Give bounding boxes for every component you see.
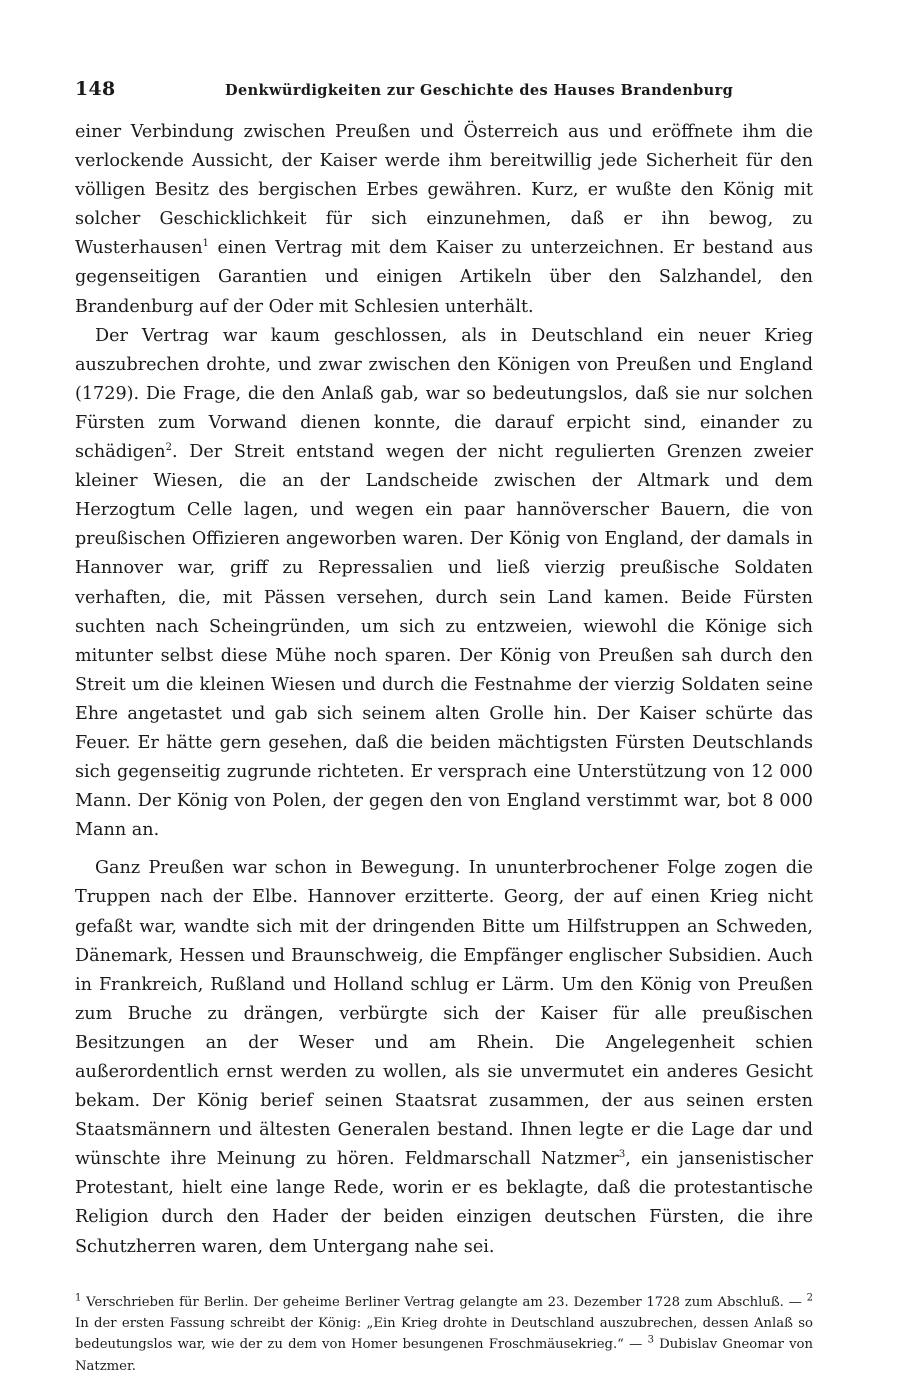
footnote-number: 3 xyxy=(647,1335,654,1347)
running-head xyxy=(75,78,813,118)
paragraph-text: einer Verbindung zwischen Preußen und Österreich aus und eröffnete ihm die verlockende Aussicht, der Kaiser werde ihm bereitwillig jede Sicherheit für den völligen Besitz des bergischen Erbes gewähren. Kurz, er wußte den König mit solcher Geschicklichkeit für sich einzunehmen, daß er ihn bewog, zu Wusterhausen xyxy=(75,122,813,259)
body-text xyxy=(75,118,813,1262)
footnote-text: Verschrieben für Berlin. Der geheime Berliner Vertrag gelangte am 23. Dezember 1728 zum Abschluß. — xyxy=(81,1294,807,1310)
footnote-marker: 2 xyxy=(165,442,172,454)
paragraph-text: , ein jansenistischer Protestant, hielt eine lange Rede, worin er es beklagte, daß die protestantische Religion durch den Hader der beiden einzigen deutschen Fürsten, die ihre Schutzherren waren, dem Untergang nahe sei. xyxy=(75,1149,813,1257)
paragraph-2 xyxy=(75,322,813,846)
paragraph-text: einen Vertrag mit dem Kaiser zu unterzeichnen. Er bestand aus gegenseitigen Garantien und einigen Artikeln über den Salzhandel, den Brandenburg auf der Oder mit Schlesien unterhält. xyxy=(75,238,813,317)
book-page xyxy=(75,78,813,1377)
footnote-number: 1 xyxy=(75,1292,82,1304)
footnote-marker: 3 xyxy=(618,1149,626,1161)
paragraph-text: Ganz Preußen war schon in Bewegung. In ununterbrochener Folge zogen die Truppen nach der Elbe. Hannover erzitterte. Georg, der auf einen Krieg nicht gefaßt war, wandte sich mit der dringenden Bitte um Hilfstruppen an Schweden, Dänemark, Hessen und Braunschweig, die Empfänger englischer Subsidien. Auch in Frankreich, Rußland und Holland schlug er Lärm. Um den König von Preußen zum Bruche zu drängen, verbürgte sich der Kaiser für alle preußischen Besitzungen an der Weser und am Rhein. Die Angelegenheit schien außerordentlich ernst werden zu wollen, als sie unvermutet ein anderes Gesicht bekam. Der König berief seinen Staatsrat zusammen, der aus seinen ersten Staatsmännern und ältesten Generalen bestand. Ihnen legte er die Lage dar und wünschte ihre Meinung zu hören. Feldmarschall Natzmer xyxy=(75,858,813,1170)
footnote-text: Dubislav Gneomar von Natzmer. xyxy=(75,1337,813,1374)
paragraph-1 xyxy=(75,118,813,322)
footnote-number: 2 xyxy=(806,1292,813,1304)
footnote-text: In der ersten Fassung schreibt der König: „Ein Krieg drohte in Deutschland auszubrechen, dessen Anlaß so bedeutungslos war, wie der zu dem von Homer besungenen Froschmäusekrieg.“ — xyxy=(75,1316,813,1353)
footnote-marker: 1 xyxy=(202,238,209,250)
paragraph-text: . Der Streit entstand wegen der nicht regulierten Grenzen zweier kleiner Wiesen, die an der Landscheide zwischen der Altmark und dem Herzogtum Celle lagen, und wegen ein paar hannöverscher Bauern, die von preußischen Offizieren angeworben waren. Der König von England, der damals in Hannover war, griff zu Repressalien und ließ vierzig preußische Soldaten verhaften, die, mit Pässen versehen, durch sein Land kamen. Beide Fürsten suchten nach Scheingründen, um sich zu entzweien, wiewohl die Könige sich mitunter selbst diese Mühe noch sparen. Der König von Preußen sah durch den Streit um die kleinen Wiesen und durch die Festnahme der vierzig Soldaten seine Ehre angetastet und gab sich seinem alten Grolle hin. Der Kaiser schürte das Feuer. Er hätte gern gesehen, daß die beiden mächtigsten Fürsten Deutschlands sich gegenseitig zugrunde richteten. Er versprach eine Unterstützung von 12 000 Mann. Der König von Polen, der gegen den von England verstimmt war, bot 8 000 Mann an. xyxy=(75,442,813,841)
paragraph-text: Der Vertrag war kaum geschlossen, als in Deutschland ein neuer Krieg auszubrechen drohte, und zwar zwischen den Königen von Preußen und England (1729). Die Frage, die den Anlaß gab, war so bedeutungslos, daß sie nur solchen Fürsten zum Vorwand dienen konnte, die darauf erpicht sind, einander zu schädigen xyxy=(75,325,813,463)
running-title: Denkwürdigkeiten zur Geschichte des Hauses Brandenburg xyxy=(225,82,734,99)
paragraph-3 xyxy=(75,854,813,1261)
footnote-block xyxy=(75,1292,813,1378)
page-number: 148 xyxy=(75,78,116,100)
footnotes xyxy=(75,1292,813,1378)
